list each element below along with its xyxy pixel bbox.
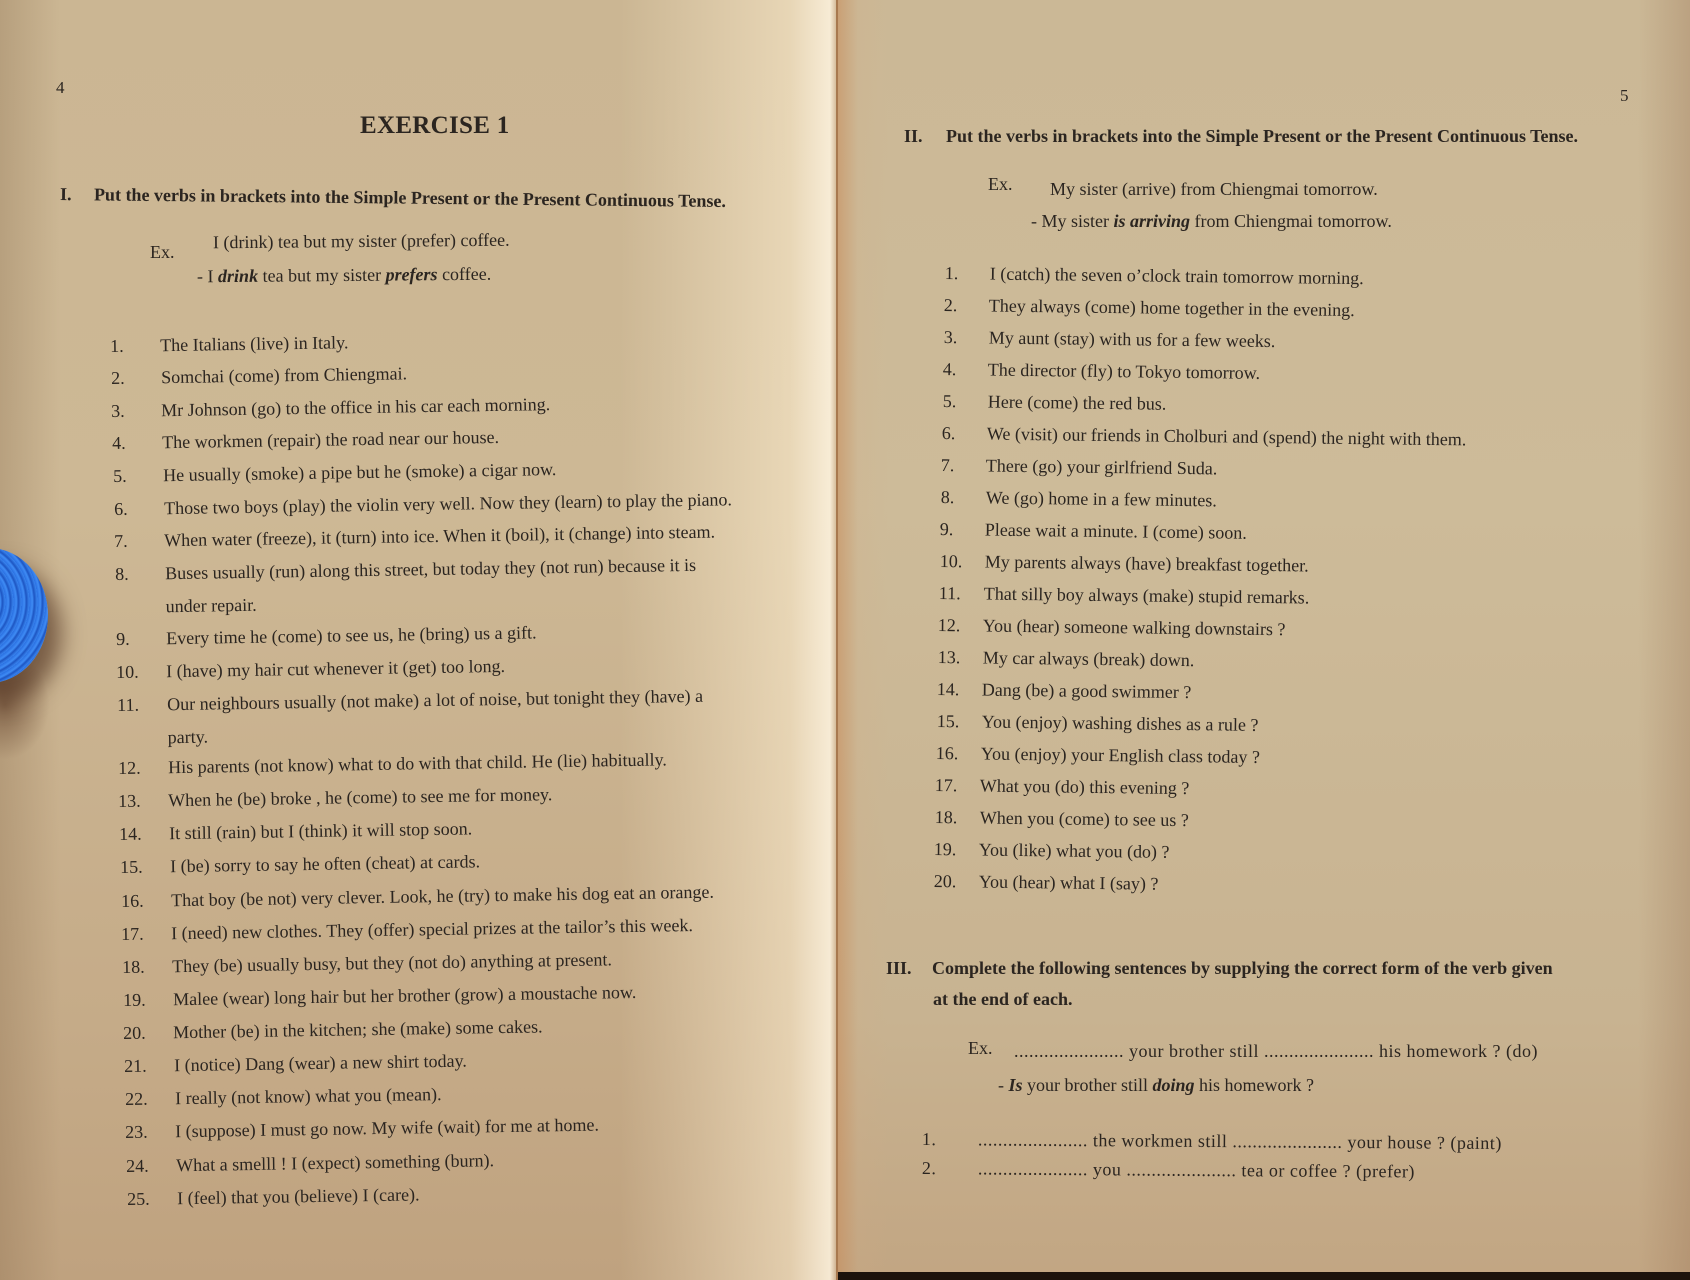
item-number: 3. bbox=[943, 326, 958, 348]
item-text: The director (fly) to Tokyo tomorrow. bbox=[987, 359, 1261, 383]
item-text: Somchai (come) from Chiengmai. bbox=[161, 363, 408, 388]
list-item bbox=[936, 710, 1690, 735]
list-item bbox=[118, 745, 838, 778]
left-page bbox=[0, 0, 838, 1280]
section-1-instruction: Put the verbs in brackets into the Simple Present or the Present Continuous Tense. bbox=[93, 184, 727, 211]
item-number: 14. bbox=[936, 678, 960, 700]
item-text: I (have) my hair cut whenever it (get) too long. bbox=[166, 655, 506, 682]
list-item bbox=[935, 742, 1690, 767]
item-number: 15. bbox=[120, 856, 143, 877]
answer-verb: drink bbox=[217, 265, 259, 287]
item-number: 5. bbox=[113, 465, 127, 486]
item-text: He usually (smoke) a pipe but he (smoke) a cigar now. bbox=[163, 459, 557, 486]
item-number: 16. bbox=[121, 890, 144, 911]
item-text: It still (rain) but I (think) it will stop soon. bbox=[169, 818, 473, 844]
section-3-instruction: Complete the following sentences by supplying the correct form of the verb given bbox=[932, 958, 1553, 978]
item-text: That silly boy always (make) stupid remarks. bbox=[983, 583, 1310, 608]
item-text: You (hear) someone walking downstairs ? bbox=[982, 615, 1286, 640]
right-page bbox=[838, 0, 1690, 1280]
list-item bbox=[123, 977, 838, 1010]
example-question: ...................... your brother still ...................... his homework ? (do) bbox=[1014, 1041, 1538, 1061]
item-text: I (suppose) I must go now. My wife (wait) for me at home. bbox=[175, 1114, 600, 1142]
list-item bbox=[939, 550, 1690, 576]
list-item bbox=[116, 616, 838, 649]
list-item bbox=[936, 678, 1690, 703]
section-2-instruction: Put the verbs in brackets into the Simple Present or the Present Continuous Tense. bbox=[946, 126, 1579, 146]
item-text-continued: under repair. bbox=[165, 594, 257, 617]
list-item bbox=[119, 811, 838, 844]
item-text: When water (freeze), it (turn) into ice. When it (boil), it (change) into steam. bbox=[164, 521, 716, 551]
item-number: 7. bbox=[940, 454, 955, 476]
list-item bbox=[934, 806, 1690, 831]
item-text: Mother (be) in the kitchen; she (make) some cakes. bbox=[173, 1016, 543, 1043]
answer-verb: Is bbox=[1008, 1075, 1023, 1095]
item-number: 8. bbox=[940, 486, 955, 508]
list-item bbox=[115, 551, 838, 617]
item-number: 19. bbox=[933, 838, 957, 860]
item-text: We (visit) our friends in Cholburi and (spend) the night with them. bbox=[986, 423, 1467, 450]
item-number: 24. bbox=[126, 1155, 149, 1176]
list-item bbox=[112, 420, 838, 453]
item-number: 10. bbox=[939, 550, 963, 572]
item-number: 11. bbox=[938, 582, 961, 604]
answer-verb: doing bbox=[1152, 1075, 1195, 1095]
item-number: 25. bbox=[127, 1188, 150, 1209]
list-item bbox=[124, 1043, 838, 1076]
item-number: 20. bbox=[933, 870, 957, 892]
list-item bbox=[116, 649, 838, 682]
item-number: 3. bbox=[111, 400, 125, 421]
list-item bbox=[943, 326, 1690, 352]
list-item bbox=[114, 486, 838, 519]
item-text: Here (come) the red bus. bbox=[987, 391, 1167, 414]
item-number: 8. bbox=[115, 563, 129, 584]
list-item bbox=[934, 774, 1690, 799]
example-question: My sister (arrive) from Chiengmai tomorrow. bbox=[1050, 179, 1378, 199]
example-question: I (drink) tea but my sister (prefer) coffee. bbox=[212, 229, 510, 253]
list-item bbox=[114, 518, 838, 551]
item-text: The workmen (repair) the road near our house. bbox=[162, 426, 500, 453]
item-text: His parents (not know) what to do with that child. He (lie) habitually. bbox=[168, 749, 667, 778]
item-number: 14. bbox=[119, 823, 142, 844]
item-text: There (go) your girlfriend Suda. bbox=[985, 455, 1218, 479]
section-2-heading bbox=[904, 126, 1578, 147]
item-number: 4. bbox=[112, 432, 126, 453]
example-label: Ex. bbox=[150, 242, 175, 262]
item-text: I really (not know) what you (mean). bbox=[175, 1084, 442, 1109]
item-number: 10. bbox=[116, 661, 139, 682]
list-item bbox=[111, 388, 838, 421]
list-item bbox=[937, 614, 1690, 640]
item-number: 12. bbox=[937, 614, 961, 636]
item-text: What a smelll ! I (expect) something (burn). bbox=[176, 1150, 495, 1176]
item-number: 21. bbox=[124, 1055, 147, 1076]
item-number: 17. bbox=[121, 923, 144, 944]
item-number: 1. bbox=[944, 262, 959, 284]
item-text: You (enjoy) your English class today ? bbox=[980, 743, 1261, 767]
section-3-instruction-cont: at the end of each. bbox=[933, 989, 1073, 1009]
item-text: That boy (be not) very clever. Look, he (try) to make his dog eat an orange. bbox=[171, 881, 715, 911]
page-number: 4 bbox=[56, 78, 65, 97]
list-item bbox=[123, 1010, 838, 1043]
item-text: I (notice) Dang (wear) a new shirt today. bbox=[174, 1050, 468, 1076]
list-item bbox=[127, 1176, 838, 1209]
blue-ball-object bbox=[0, 548, 48, 683]
item-number: 22. bbox=[125, 1088, 148, 1109]
item-text: My parents always (have) breakfast together. bbox=[984, 551, 1309, 576]
list-item bbox=[921, 1128, 1682, 1154]
item-number: 9. bbox=[116, 628, 130, 649]
item-text: Those two boys (play) the violin very well. Now they (learn) to play the piano. bbox=[164, 489, 733, 519]
item-text: They always (come) home together in the evening. bbox=[988, 295, 1355, 321]
section-3-heading bbox=[886, 958, 1666, 1010]
exercise-title: EXERCISE 1 bbox=[360, 112, 510, 139]
item-text: Dang (be) a good swimmer ? bbox=[981, 679, 1192, 703]
item-text: You (enjoy) washing dishes as a rule ? bbox=[981, 711, 1259, 735]
example-label: Ex. bbox=[988, 174, 1013, 194]
item-number: 5. bbox=[942, 390, 957, 412]
list-item bbox=[117, 682, 838, 748]
list-item bbox=[111, 355, 838, 388]
item-number: 13. bbox=[937, 646, 961, 668]
list-item bbox=[943, 294, 1690, 321]
item-text: We (go) home in a few minutes. bbox=[985, 487, 1217, 511]
item-text: ...................... you ...................... tea or coffee ? (prefer) bbox=[977, 1158, 1416, 1182]
item-number: 13. bbox=[118, 790, 141, 811]
example-answer: - I drink tea but my sister prefers coffee. bbox=[196, 263, 492, 287]
item-number: 7. bbox=[114, 530, 128, 551]
item-text: ...................... the workmen still ...................... your house ? (paint) bbox=[977, 1129, 1502, 1154]
item-text: The Italians (live) in Italy. bbox=[160, 332, 349, 356]
item-number: 19. bbox=[123, 989, 146, 1010]
answer-verb: is arriving bbox=[1113, 211, 1191, 231]
item-text: What you (do) this evening ? bbox=[979, 775, 1190, 799]
item-number: 12. bbox=[118, 757, 141, 778]
page-number: 5 bbox=[1620, 86, 1629, 105]
item-text: Please wait a minute. I (come) soon. bbox=[984, 519, 1247, 543]
item-number: 6. bbox=[941, 422, 956, 444]
item-text: I (feel) that you (believe) I (care). bbox=[177, 1184, 420, 1209]
list-item bbox=[122, 944, 838, 977]
item-number: 15. bbox=[936, 710, 960, 732]
list-item bbox=[126, 1143, 838, 1176]
list-item bbox=[933, 838, 1690, 862]
item-text: You (hear) what I (say) ? bbox=[978, 871, 1159, 894]
example-answer: - My sister is arriving from Chiengmai tomorrow. bbox=[1031, 211, 1392, 231]
list-item bbox=[933, 870, 1690, 894]
list-item bbox=[939, 518, 1690, 543]
section-2-number: II. bbox=[904, 126, 923, 146]
section-3-number: III. bbox=[886, 958, 912, 978]
item-number: 16. bbox=[935, 742, 959, 764]
list-item bbox=[940, 454, 1690, 479]
example-answer: - Is your brother still doing his homework ? bbox=[998, 1075, 1314, 1095]
item-number: 11. bbox=[117, 694, 140, 715]
list-item bbox=[937, 646, 1690, 671]
list-item bbox=[941, 422, 1690, 450]
item-text-continued: party. bbox=[167, 726, 209, 748]
example-label: Ex. bbox=[968, 1038, 993, 1058]
item-number: 9. bbox=[939, 518, 954, 540]
item-text: I (be) sorry to say he often (cheat) at cards. bbox=[170, 851, 481, 877]
item-text: Our neighbours usually (not make) a lot of noise, but tonight they (have) a bbox=[167, 685, 704, 715]
list-item bbox=[121, 878, 838, 911]
list-item bbox=[118, 778, 838, 811]
item-number: 18. bbox=[122, 956, 145, 977]
list-item bbox=[113, 453, 838, 486]
item-text: I (catch) the seven o’clock train tomorrow morning. bbox=[989, 263, 1364, 289]
item-number: 4. bbox=[942, 358, 957, 380]
list-item bbox=[942, 358, 1690, 383]
item-text: I (need) new clothes. They (offer) special prizes at the tailor’s this week. bbox=[171, 915, 694, 944]
item-text: Malee (wear) long hair but her brother (grow) a moustache now. bbox=[173, 981, 637, 1010]
item-text: When you (come) to see us ? bbox=[979, 807, 1189, 831]
list-item bbox=[942, 390, 1690, 414]
list-item bbox=[940, 486, 1690, 511]
item-number: 18. bbox=[934, 806, 958, 828]
item-number: 2. bbox=[921, 1158, 937, 1179]
item-text: They (be) usually busy, but they (not do) anything at present. bbox=[172, 949, 613, 977]
item-text: Mr Johnson (go) to the office in his car each morning. bbox=[161, 394, 551, 421]
item-text: My aunt (stay) with us for a few weeks. bbox=[988, 327, 1276, 352]
item-number: 17. bbox=[934, 774, 958, 796]
item-text: You (like) what you (do) ? bbox=[978, 839, 1170, 862]
item-text: Every time he (come) to see us, he (bring) us a gift. bbox=[166, 622, 537, 649]
item-number: 20. bbox=[123, 1022, 146, 1043]
item-text: Buses usually (run) along this street, but today they (not run) because it is bbox=[165, 554, 697, 584]
item-text: When he (be) broke , he (come) to see me for money. bbox=[168, 784, 553, 811]
item-number: 2. bbox=[943, 294, 958, 316]
list-item bbox=[921, 1157, 1682, 1182]
list-item bbox=[944, 262, 1690, 289]
list-item bbox=[938, 582, 1690, 608]
item-number: 1. bbox=[921, 1129, 937, 1150]
item-number: 2. bbox=[111, 367, 125, 388]
list-item bbox=[121, 911, 838, 944]
item-text: My car always (break) down. bbox=[982, 647, 1195, 671]
list-item bbox=[120, 844, 838, 877]
list-item bbox=[110, 323, 838, 356]
section-1-number: I. bbox=[59, 184, 72, 205]
section-1-heading bbox=[60, 184, 726, 212]
item-number: 1. bbox=[110, 335, 124, 356]
list-item bbox=[125, 1109, 838, 1142]
item-number: 6. bbox=[114, 498, 128, 519]
item-number: 23. bbox=[125, 1121, 148, 1142]
list-item bbox=[125, 1076, 838, 1109]
answer-verb: prefers bbox=[385, 264, 438, 285]
